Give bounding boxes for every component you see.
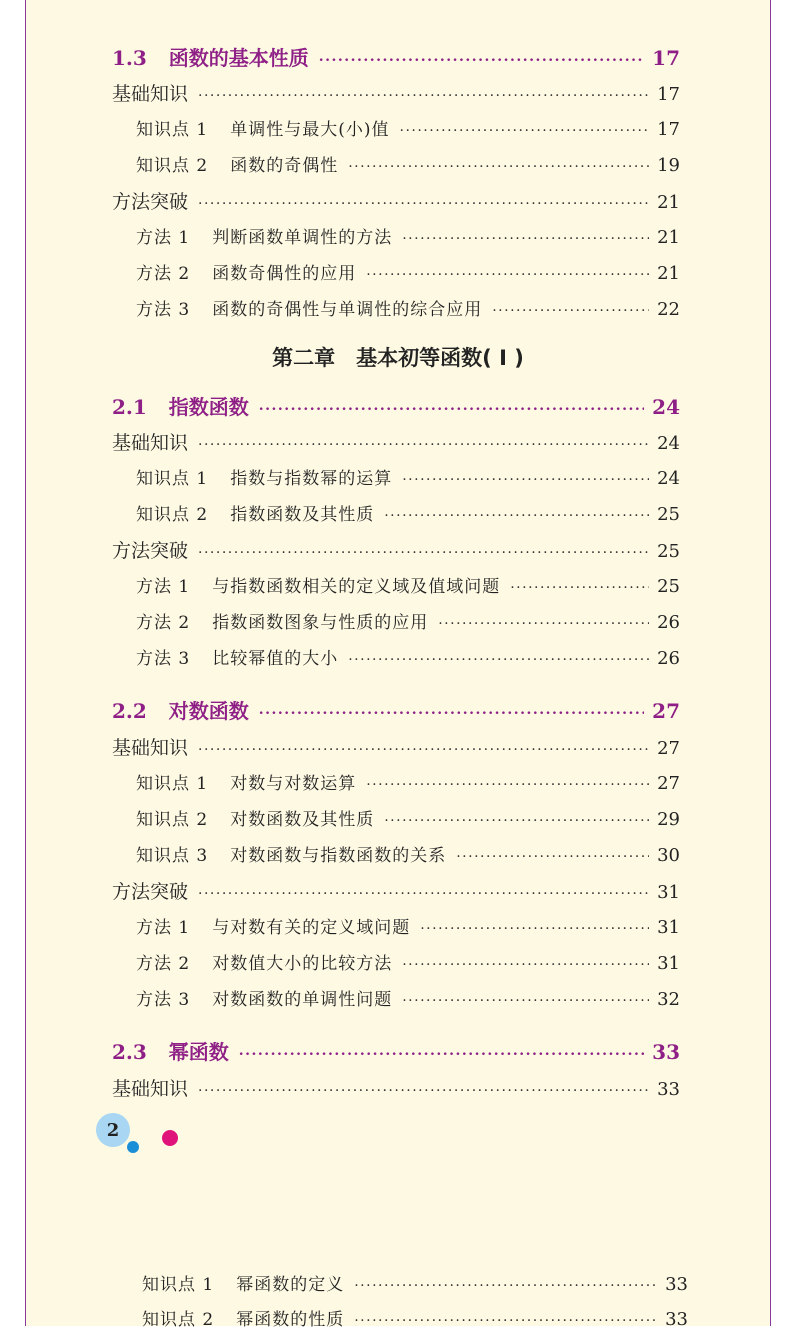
page-number: 17 xyxy=(657,84,680,105)
dot-leader xyxy=(456,844,649,861)
page-number: 25 xyxy=(657,504,680,525)
item-key: 知识点 1 xyxy=(142,1275,215,1295)
toc-item[interactable] xyxy=(142,1270,688,1300)
page-number: 29 xyxy=(657,809,680,830)
dot-leader xyxy=(402,988,649,1005)
page-number: 27 xyxy=(657,773,680,794)
dot-leader xyxy=(198,430,649,449)
item-title: 幂函数的定义 xyxy=(236,1275,345,1295)
item-key: 知识点 3 xyxy=(136,846,209,866)
item-title: 对数函数的单调性问题 xyxy=(212,990,393,1010)
dot-leader xyxy=(239,1039,644,1059)
section-number: 1.3 xyxy=(112,46,147,70)
toc-subheading-basic[interactable] xyxy=(112,428,680,458)
item-key: 方法 1 xyxy=(136,577,191,597)
dot-leader xyxy=(259,394,644,414)
toc-item[interactable] xyxy=(136,151,680,181)
dot-leader xyxy=(198,879,649,898)
subheading-label: 基础知识 xyxy=(112,737,189,759)
page-number: 21 xyxy=(657,227,680,248)
section-title: 幂函数 xyxy=(168,1040,229,1064)
item-title: 幂函数的性质 xyxy=(236,1310,345,1330)
page-number: 30 xyxy=(657,845,680,866)
page-number: 24 xyxy=(657,468,680,489)
item-title: 与指数函数相关的定义域及值域问题 xyxy=(212,577,501,597)
page-number: 32 xyxy=(657,989,680,1010)
item-key: 知识点 2 xyxy=(142,1310,215,1330)
item-title: 指数函数图象与性质的应用 xyxy=(212,613,429,633)
page-number: 21 xyxy=(657,192,680,213)
subheading-label: 方法突破 xyxy=(112,881,189,903)
toc-item[interactable] xyxy=(136,295,680,325)
dot-leader xyxy=(384,808,649,825)
dot-leader xyxy=(510,575,649,592)
toc-item[interactable] xyxy=(136,115,680,145)
section-title: 对数函数 xyxy=(168,699,249,723)
item-key: 知识点 2 xyxy=(136,810,209,830)
toc-section-1-3[interactable] xyxy=(112,42,680,72)
item-title: 指数函数及其性质 xyxy=(230,505,375,525)
item-key: 知识点 1 xyxy=(136,774,209,794)
dot-leader xyxy=(354,1308,657,1325)
page-number: 26 xyxy=(657,648,680,669)
item-title: 比较幂值的大小 xyxy=(212,649,339,669)
toc-item[interactable] xyxy=(136,608,680,638)
dot-leader xyxy=(438,611,649,628)
toc-subheading-basic[interactable] xyxy=(112,79,680,109)
chapter-heading: 第二章 基本初等函数( Ⅰ ) xyxy=(272,346,524,370)
item-title: 对数值大小的比较方法 xyxy=(212,954,393,974)
page-number: 22 xyxy=(657,299,680,320)
item-key: 知识点 1 xyxy=(136,469,209,489)
dot-leader xyxy=(420,916,649,933)
toc-item[interactable] xyxy=(136,464,680,494)
dot-leader xyxy=(198,189,649,208)
section-number: 2.2 xyxy=(112,699,147,723)
toc-item[interactable] xyxy=(136,913,680,943)
subheading-label: 方法突破 xyxy=(112,540,189,562)
toc-subheading-method[interactable] xyxy=(112,536,680,566)
item-title: 函数奇偶性的应用 xyxy=(212,264,357,284)
dot-leader xyxy=(198,81,649,100)
dot-leader xyxy=(402,467,649,484)
toc-subheading-basic[interactable] xyxy=(112,1074,680,1104)
toc-item[interactable] xyxy=(136,644,680,674)
dot-leader xyxy=(319,45,644,65)
page-number: 25 xyxy=(657,541,680,562)
item-title: 对数函数与指数函数的关系 xyxy=(230,846,447,866)
toc-section-2-2[interactable] xyxy=(112,695,680,725)
item-key: 方法 2 xyxy=(136,264,191,284)
page-number: 27 xyxy=(652,699,680,723)
toc-item[interactable] xyxy=(136,500,680,530)
page-number: 31 xyxy=(657,882,680,903)
item-title: 对数与对数运算 xyxy=(230,774,357,794)
toc-item[interactable] xyxy=(136,985,680,1015)
page-number: 26 xyxy=(657,612,680,633)
dot-leader xyxy=(402,226,649,243)
pink-dot-icon xyxy=(162,1130,178,1146)
page-number: 31 xyxy=(657,953,680,974)
item-key: 方法 1 xyxy=(136,918,191,938)
toc-item[interactable] xyxy=(142,1305,688,1335)
dot-leader xyxy=(400,118,650,135)
toc-item[interactable] xyxy=(136,805,680,835)
section-number: 2.3 xyxy=(112,1040,147,1064)
subheading-label: 基础知识 xyxy=(112,1078,189,1100)
page-number: 33 xyxy=(652,1040,680,1064)
toc-subheading-method[interactable] xyxy=(112,877,680,907)
page-number: 19 xyxy=(657,155,680,176)
item-key: 方法 2 xyxy=(136,613,191,633)
page-number: 17 xyxy=(652,46,680,70)
dot-leader xyxy=(259,698,644,718)
page-number: 33 xyxy=(657,1079,680,1100)
item-key: 方法 3 xyxy=(136,300,191,320)
page-number: 27 xyxy=(657,738,680,759)
dot-leader xyxy=(198,735,649,754)
item-key: 知识点 2 xyxy=(136,505,209,525)
dot-leader xyxy=(384,503,649,520)
item-title: 与对数有关的定义域问题 xyxy=(212,918,411,938)
item-title: 单调性与最大(小)值 xyxy=(230,120,390,140)
item-title: 指数与指数幂的运算 xyxy=(230,469,393,489)
toc-section-2-1[interactable] xyxy=(112,391,680,421)
item-key: 方法 2 xyxy=(136,954,191,974)
item-key: 方法 3 xyxy=(136,649,191,669)
section-title: 函数的基本性质 xyxy=(168,46,309,70)
toc-item[interactable] xyxy=(136,259,680,289)
item-key: 知识点 1 xyxy=(136,120,209,140)
item-title: 判断函数单调性的方法 xyxy=(212,228,393,248)
page-number: 33 xyxy=(665,1274,688,1295)
page-number: 21 xyxy=(657,263,680,284)
section-number: 2.1 xyxy=(112,395,147,419)
toc-page xyxy=(25,0,771,1330)
toc-item[interactable] xyxy=(136,949,680,979)
dot-leader xyxy=(366,262,649,279)
dot-leader xyxy=(198,1076,649,1095)
item-title: 函数的奇偶性与单调性的综合应用 xyxy=(212,300,483,320)
subheading-label: 基础知识 xyxy=(112,432,189,454)
page-number: 31 xyxy=(657,917,680,938)
page-number: 24 xyxy=(652,395,680,419)
page-number-badge: 2 xyxy=(96,1113,130,1147)
item-key: 方法 3 xyxy=(136,990,191,1010)
dot-leader xyxy=(198,538,649,557)
toc-item[interactable] xyxy=(136,572,680,602)
page-number: 33 xyxy=(665,1309,688,1330)
toc-item[interactable] xyxy=(136,769,680,799)
page-number: 24 xyxy=(657,433,680,454)
toc-subheading-basic[interactable] xyxy=(112,733,680,763)
dot-leader xyxy=(492,298,649,315)
page-number: 17 xyxy=(657,119,680,140)
toc-item[interactable] xyxy=(136,841,680,871)
dot-leader xyxy=(402,952,649,969)
toc-section-2-3[interactable] xyxy=(112,1036,680,1066)
subheading-label: 方法突破 xyxy=(112,191,189,213)
toc-subheading-method[interactable] xyxy=(112,187,680,217)
item-key: 知识点 2 xyxy=(136,156,209,176)
blue-dot-icon xyxy=(127,1141,139,1153)
section-title: 指数函数 xyxy=(168,395,249,419)
item-title: 函数的奇偶性 xyxy=(230,156,339,176)
item-title: 对数函数及其性质 xyxy=(230,810,375,830)
dot-leader xyxy=(348,647,649,664)
page-number: 25 xyxy=(657,576,680,597)
item-key: 方法 1 xyxy=(136,228,191,248)
dot-leader xyxy=(354,1273,657,1290)
toc-item[interactable] xyxy=(136,223,680,253)
dot-leader xyxy=(366,772,649,789)
subheading-label: 基础知识 xyxy=(112,83,189,105)
dot-leader xyxy=(348,154,649,171)
